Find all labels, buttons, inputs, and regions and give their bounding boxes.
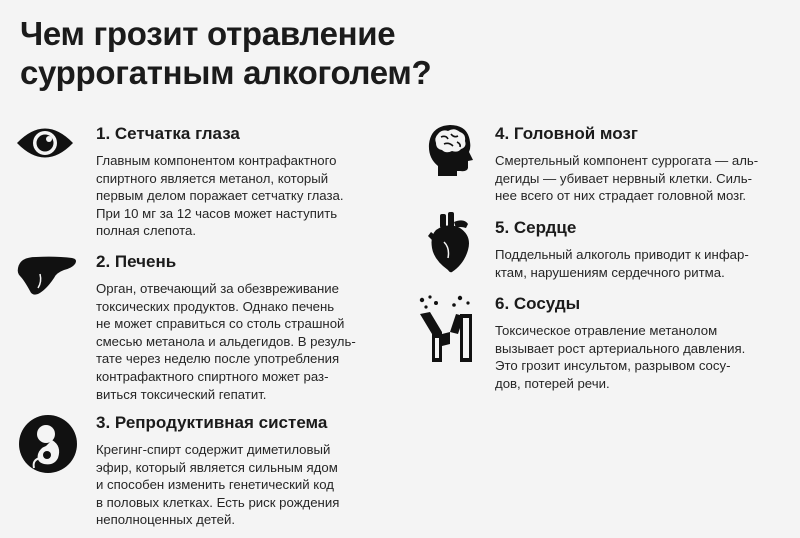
section-reproductive xyxy=(96,413,339,529)
section-heading: 4. Головной мозг xyxy=(495,124,638,143)
liver-icon xyxy=(16,254,78,296)
section-vessels xyxy=(495,294,745,392)
section-heading: 3. Репродуктивная система xyxy=(96,413,328,432)
section-text: Токсическое отравление метанолом вызывает рост артериального давления. Это грозит инсультом, разрывом сосу- дов, потерей речи. xyxy=(495,323,746,391)
section-retina xyxy=(96,124,344,240)
blood-vessels-icon xyxy=(416,294,476,364)
title-line-1: Чем грозит отравление xyxy=(20,15,396,52)
heart-icon xyxy=(426,212,472,274)
title-line-2: суррогатным алкоголем? xyxy=(20,54,432,91)
section-heart xyxy=(495,218,749,281)
section-text: Главным компонентом контрафактного спиртного является метанол, который первым делом поражает сетчатку глаза. При 10 мг за 12 часов может наступить полная слепота. xyxy=(96,153,344,239)
fetus-icon xyxy=(18,414,78,474)
section-heading: 5. Сердце xyxy=(495,218,577,237)
page-title xyxy=(20,14,431,92)
section-text: Крегинг-спирт содержит диметиловый эфир, который является сильным ядом и способен изменить генетический код в половых клетках. Есть риск рождения неполноценных детей. xyxy=(96,442,340,528)
section-heading: 6. Сосуды xyxy=(495,294,581,313)
brain-head-icon xyxy=(424,122,474,178)
section-liver xyxy=(96,252,356,403)
section-heading: 2. Печень xyxy=(96,252,177,271)
section-brain xyxy=(495,124,758,205)
section-heading: 1. Сетчатка глаза xyxy=(96,124,240,143)
section-text: Поддельный алкоголь приводит к инфар- ктам, нарушениям сердечного ритма. xyxy=(495,247,749,280)
eye-icon xyxy=(14,122,76,164)
section-text: Смертельный компонент суррогата — аль- дегиды — убивает нервный клетки. Силь- нее всего от них страдает головной мозг. xyxy=(495,153,759,204)
section-text: Орган, отвечающий за обезвреживание токсических продуктов. Однако печень не может справиться со столь страшной смесью метанола и альдегидов. В резуль- тате через неделю после употребления контрафактного спиртного может раз- виться токсический гепатит. xyxy=(96,281,356,402)
